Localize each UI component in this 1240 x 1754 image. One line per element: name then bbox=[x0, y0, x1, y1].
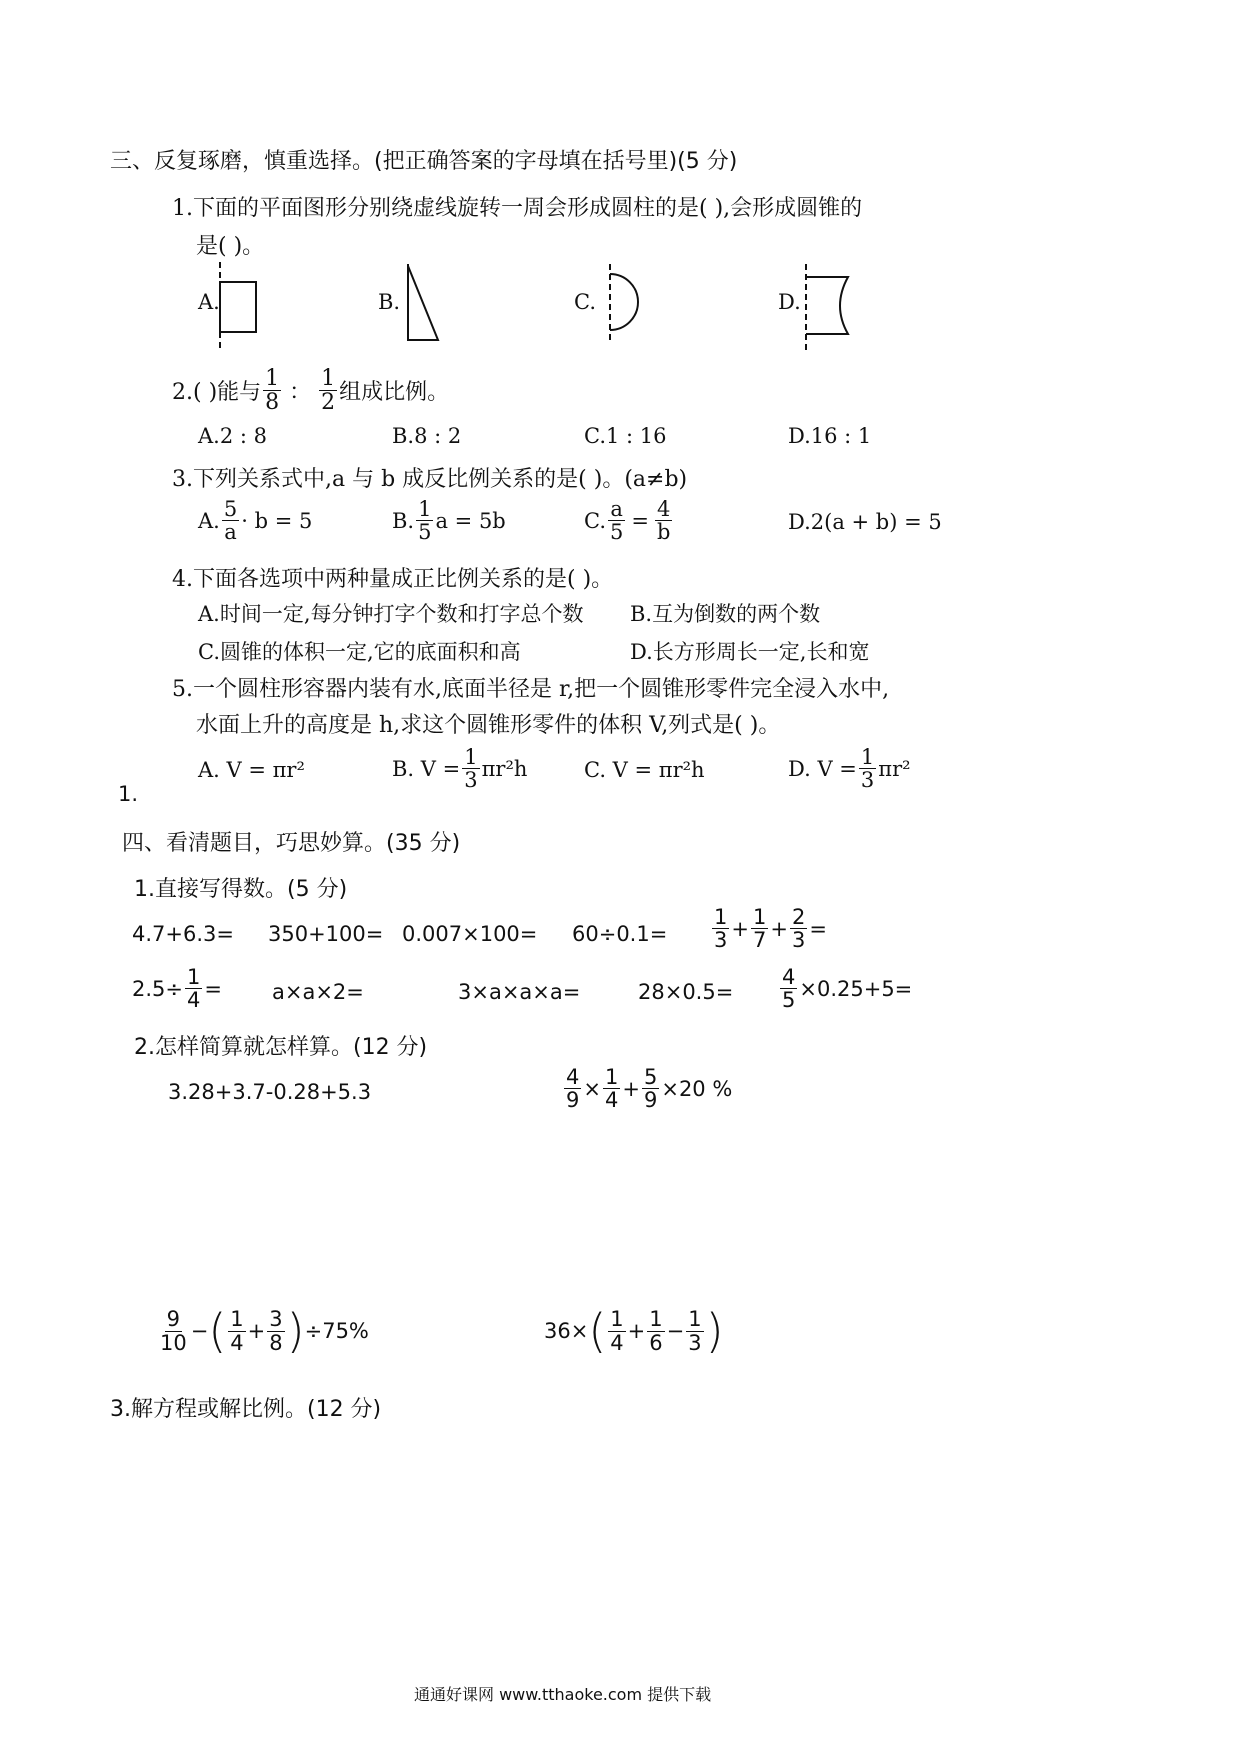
part-3-title: 3.解方程或解比例。(12 分) bbox=[110, 1397, 382, 1422]
simplify-1: 3.28+3.7-0.28+5.3 bbox=[168, 1080, 372, 1104]
s3-plus: + bbox=[247, 1319, 266, 1343]
q5-b-denominator: 3 bbox=[464, 768, 478, 793]
question-1-line-2: 是( )。 bbox=[196, 234, 265, 259]
s3-frac-1 bbox=[158, 1308, 189, 1353]
q5-d-denominator: 3 bbox=[860, 768, 875, 793]
q3-option-a bbox=[198, 498, 312, 543]
c10-frac bbox=[780, 966, 797, 1011]
c5-d3: 3 bbox=[791, 928, 806, 953]
q3-b-rest: a = 5b bbox=[435, 508, 506, 533]
q3-c-fraction-2 bbox=[655, 498, 672, 543]
q3-option-c bbox=[584, 498, 674, 543]
s3-d2: 4 bbox=[230, 1330, 244, 1355]
part-1-title: 1.直接写得数。(5 分) bbox=[134, 877, 348, 902]
calc-1: 4.7+6.3= bbox=[132, 922, 234, 946]
s2-d2: 4 bbox=[604, 1088, 619, 1113]
s4-minus: − bbox=[666, 1319, 685, 1343]
footer-text: 通通好课网 www.tthaoke.com 提供下载 bbox=[414, 1685, 712, 1704]
s3-close-paren: ) bbox=[286, 1304, 305, 1358]
question-5-line-2: 水面上升的高度是 h,求这个圆锥形零件的体积 V,列式是( )。 bbox=[196, 713, 781, 738]
section-3-title: 三、反复琢磨，慎重选择。(把正确答案的字母填在括号里)(5 分) bbox=[110, 149, 738, 174]
s2-n2: 1 bbox=[604, 1065, 619, 1089]
simplify-4 bbox=[544, 1304, 724, 1358]
s2-times: × bbox=[583, 1076, 601, 1101]
q2-f1-numerator: 1 bbox=[265, 366, 280, 391]
q5-d-rest: πr² bbox=[878, 756, 911, 781]
q5-option-d bbox=[788, 746, 911, 791]
calc-8: 3×a×a×a= bbox=[458, 980, 581, 1004]
s2-frac-2 bbox=[603, 1066, 620, 1111]
s3-n3: 3 bbox=[269, 1307, 283, 1332]
s3-d1: 10 bbox=[160, 1330, 187, 1355]
q1-option-d-label: D. bbox=[778, 290, 801, 314]
s3-d3: 8 bbox=[269, 1330, 283, 1355]
c10-n: 4 bbox=[782, 965, 796, 989]
q5-d-fraction bbox=[859, 746, 876, 791]
s4-d3: 3 bbox=[688, 1330, 702, 1355]
s3-rest: ÷75% bbox=[304, 1319, 369, 1343]
section-4-title: 四、看清题目，巧思妙算。(35 分) bbox=[122, 831, 461, 856]
part-2-title: 2.怎样简算就怎样算。(12 分) bbox=[134, 1035, 428, 1060]
q2-option-a: A.2 : 8 bbox=[198, 424, 267, 448]
q3-a-label: A. bbox=[198, 508, 220, 533]
c6-n: 1 bbox=[187, 965, 201, 989]
q3-a-numerator: 5 bbox=[223, 497, 238, 521]
c5-frac-3 bbox=[790, 906, 807, 951]
s3-frac-2 bbox=[228, 1308, 245, 1353]
c5-n3: 2 bbox=[791, 905, 806, 929]
s2-frac-3 bbox=[642, 1066, 659, 1111]
question-1-line-1: 1.下面的平面图形分别绕虚线旋转一周会形成圆柱的是( ),会形成圆锥的 bbox=[172, 196, 863, 221]
s4-n1: 1 bbox=[610, 1307, 624, 1332]
calc-10 bbox=[778, 966, 912, 1011]
c5-frac-1 bbox=[712, 906, 729, 951]
question-4: 4.下面各选项中两种量成正比例关系的是( )。 bbox=[172, 567, 614, 592]
q4-option-d: D.长方形周长一定,长和宽 bbox=[630, 640, 870, 664]
c5-d2: 7 bbox=[752, 928, 767, 953]
s4-close-paren: ) bbox=[705, 1304, 724, 1358]
calc-3: 0.007×100= bbox=[402, 922, 538, 946]
s2-d1: 9 bbox=[566, 1088, 580, 1113]
q3-b-denominator: 5 bbox=[418, 520, 432, 545]
q5-b-fraction bbox=[462, 746, 479, 791]
concave-shape-figure bbox=[798, 262, 858, 352]
q5-option-b bbox=[392, 746, 527, 791]
q3-b-label: B. bbox=[392, 508, 415, 533]
c5-frac-2 bbox=[751, 906, 768, 951]
question-2 bbox=[172, 367, 449, 414]
q1-option-b-label: B. bbox=[378, 290, 401, 314]
c6-d: 4 bbox=[187, 988, 201, 1013]
q5-b-prefix: B. V = bbox=[392, 756, 461, 781]
q2-fraction-2 bbox=[319, 367, 337, 414]
q3-c-equals: = bbox=[631, 508, 649, 533]
s3-frac-3 bbox=[267, 1308, 284, 1353]
s3-n2: 1 bbox=[230, 1307, 244, 1332]
calc-7: a×a×2= bbox=[272, 980, 364, 1004]
q2-option-d: D.16 : 1 bbox=[788, 424, 872, 448]
c10-d: 5 bbox=[782, 988, 796, 1013]
c5-n2: 1 bbox=[752, 905, 767, 929]
q3-option-d: D.2(a + b) = 5 bbox=[788, 510, 942, 534]
q3-c-denominator-2: b bbox=[656, 520, 671, 545]
semicircle-figure bbox=[600, 262, 650, 344]
calc-4: 60÷0.1= bbox=[572, 922, 668, 946]
s4-plus: + bbox=[627, 1319, 646, 1343]
q3-c-denominator-1: 5 bbox=[610, 520, 624, 545]
s4-frac-3 bbox=[686, 1308, 703, 1353]
simplify-3 bbox=[156, 1304, 369, 1358]
q3-b-fraction bbox=[416, 498, 433, 543]
s3-minus: − bbox=[190, 1319, 209, 1343]
q5-b-rest: πr²h bbox=[481, 756, 528, 781]
q5-option-a: A. V = πr² bbox=[198, 758, 305, 782]
s4-frac-2 bbox=[647, 1308, 664, 1353]
q2-f2-numerator: 1 bbox=[321, 366, 336, 391]
q3-b-numerator: 1 bbox=[418, 497, 432, 521]
q5-d-prefix: D. V = bbox=[788, 756, 857, 781]
rectangle-figure bbox=[210, 260, 270, 355]
q3-c-numerator-1: a bbox=[610, 497, 623, 521]
calc-6 bbox=[132, 966, 222, 1011]
s4-open-paren: ( bbox=[588, 1304, 607, 1358]
s3-n1: 9 bbox=[166, 1307, 181, 1332]
s4-d2: 6 bbox=[649, 1330, 663, 1355]
q2-prefix: 2.( )能与 bbox=[172, 380, 262, 406]
c5-plus-1: + bbox=[731, 916, 749, 941]
s4-n3: 1 bbox=[688, 1307, 702, 1332]
calc-9: 28×0.5= bbox=[638, 980, 734, 1004]
q1-option-c-label: C. bbox=[574, 290, 596, 314]
q2-f1-denominator: 8 bbox=[265, 390, 280, 416]
q4-option-c: C.圆锥的体积一定,它的底面积和高 bbox=[198, 640, 521, 664]
s3-open-paren: ( bbox=[208, 1304, 227, 1358]
s2-n3: 5 bbox=[643, 1065, 658, 1089]
s2-d3: 9 bbox=[643, 1088, 658, 1113]
q5-b-numerator: 1 bbox=[464, 745, 478, 769]
q5-d-numerator: 1 bbox=[860, 745, 875, 769]
question-5-line-1: 5.一个圆柱形容器内装有水,底面半径是 r,把一个圆锥形零件完全浸入水中, bbox=[172, 677, 890, 702]
q4-option-a: A.时间一定,每分钟打字个数和打字总个数 bbox=[198, 602, 584, 626]
q2-option-b: B.8 : 2 bbox=[392, 424, 462, 448]
s2-frac-1 bbox=[564, 1066, 581, 1111]
c5-plus-2: + bbox=[770, 916, 788, 941]
s2-rest: ×20 % bbox=[661, 1076, 733, 1101]
c5-n1: 1 bbox=[714, 905, 728, 929]
s2-plus: + bbox=[622, 1076, 640, 1101]
calc-5 bbox=[710, 906, 827, 951]
c10-post: ×0.25+5= bbox=[799, 976, 913, 1001]
calc-2: 350+100= bbox=[268, 922, 384, 946]
q5-option-c: C. V = πr²h bbox=[584, 758, 705, 782]
q3-a-fraction bbox=[222, 498, 239, 543]
triangle-figure bbox=[400, 262, 450, 347]
q3-a-rest: · b = 5 bbox=[241, 508, 313, 533]
c5-equals: = bbox=[809, 916, 827, 941]
question-3: 3.下列关系式中,a 与 b 成反比例关系的是( )。(a≠b) bbox=[172, 467, 688, 492]
q3-c-fraction-1 bbox=[608, 498, 625, 543]
simplify-2 bbox=[562, 1066, 732, 1111]
s2-n1: 4 bbox=[566, 1065, 580, 1089]
q2-suffix: 组成比例。 bbox=[339, 380, 450, 406]
s4-n2: 1 bbox=[649, 1307, 663, 1332]
stray-number: 1. bbox=[118, 782, 139, 806]
s4-d1: 4 bbox=[610, 1330, 624, 1355]
s4-frac-1 bbox=[608, 1308, 625, 1353]
q3-option-b bbox=[392, 498, 506, 543]
q2-fraction-1 bbox=[263, 367, 281, 414]
q3-c-numerator-2: 4 bbox=[657, 497, 671, 521]
q1-option-a-label: A. bbox=[198, 290, 220, 314]
q2-f2-denominator: 2 bbox=[321, 390, 336, 416]
q4-option-b: B.互为倒数的两个数 bbox=[630, 602, 821, 626]
c6-frac bbox=[185, 966, 202, 1011]
c6-post: = bbox=[204, 976, 222, 1001]
q2-colon: ： bbox=[289, 380, 312, 406]
q2-option-c: C.1 : 16 bbox=[584, 424, 667, 448]
c6-pre: 2.5÷ bbox=[132, 976, 183, 1001]
c5-d1: 3 bbox=[714, 928, 728, 953]
q3-a-denominator: a bbox=[224, 520, 237, 545]
s4-pre: 36× bbox=[544, 1319, 589, 1343]
q3-c-label: C. bbox=[584, 508, 606, 533]
